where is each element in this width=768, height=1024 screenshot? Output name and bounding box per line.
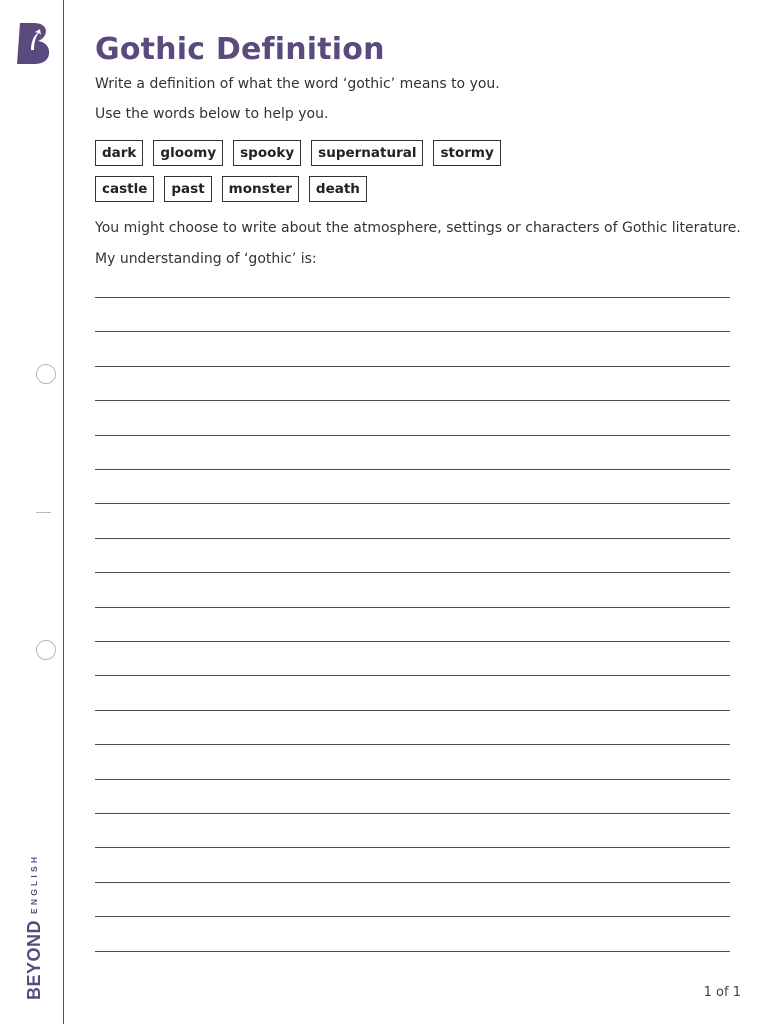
writing-line bbox=[95, 710, 730, 711]
instruction-definition: Write a definition of what the word ‘gothic’ means to you. bbox=[95, 76, 500, 92]
punch-hole-bottom bbox=[36, 640, 56, 660]
writing-line bbox=[95, 675, 730, 676]
writing-line bbox=[95, 572, 730, 573]
writing-line bbox=[95, 779, 730, 780]
writing-prompt: You might choose to write about the atmosphere, settings or characters of Gothic literature. bbox=[95, 220, 741, 236]
punch-hole-top bbox=[36, 364, 56, 384]
instruction-word-bank: Use the words below to help you. bbox=[95, 106, 329, 122]
writing-line bbox=[95, 813, 730, 814]
writing-line bbox=[95, 641, 730, 642]
writing-line bbox=[95, 400, 730, 401]
word-bank-row-2 bbox=[95, 176, 367, 202]
word-chip: supernatural bbox=[311, 140, 423, 166]
brand-name: BEYOND bbox=[23, 919, 44, 1000]
beyond-b-logo-icon bbox=[14, 20, 54, 66]
writing-line bbox=[95, 607, 730, 608]
word-chip: gloomy bbox=[153, 140, 223, 166]
writing-line bbox=[95, 297, 730, 298]
writing-line bbox=[95, 503, 730, 504]
word-chip: monster bbox=[222, 176, 299, 202]
writing-line bbox=[95, 882, 730, 883]
word-bank-row-1 bbox=[95, 140, 501, 166]
page-number: 1 of 1 bbox=[703, 985, 741, 1000]
writing-line bbox=[95, 538, 730, 539]
brand-wordmark bbox=[22, 842, 46, 1000]
brand-subtitle: ENGLISH bbox=[29, 853, 39, 914]
writing-line bbox=[95, 331, 730, 332]
word-chip: death bbox=[309, 176, 367, 202]
writing-line bbox=[95, 951, 730, 952]
margin-rule bbox=[63, 0, 64, 1024]
word-chip: stormy bbox=[433, 140, 500, 166]
page-title: Gothic Definition bbox=[95, 32, 385, 67]
writing-line bbox=[95, 469, 730, 470]
writing-line bbox=[95, 847, 730, 848]
word-chip: castle bbox=[95, 176, 154, 202]
writing-line bbox=[95, 916, 730, 917]
writing-line bbox=[95, 366, 730, 367]
fold-mark bbox=[36, 512, 51, 513]
answer-label: My understanding of ‘gothic’ is: bbox=[95, 251, 317, 267]
writing-line bbox=[95, 744, 730, 745]
word-chip: spooky bbox=[233, 140, 301, 166]
word-chip: past bbox=[164, 176, 211, 202]
writing-line bbox=[95, 435, 730, 436]
word-chip: dark bbox=[95, 140, 143, 166]
